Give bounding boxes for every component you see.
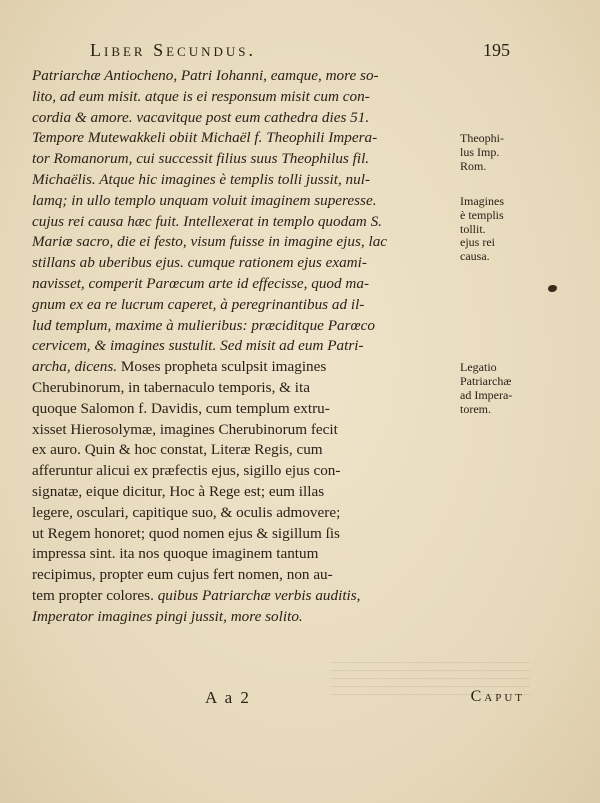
italic-run: archa, dicens. [32,358,118,376]
italic-run: quibus Patriarchæ verbis auditis, [153,586,361,604]
margin-note-line: Imagines [460,193,504,208]
text-line: Imperator imagines pingi jussit, more solito. [32,607,303,625]
margin-note-line: Rom. [460,159,487,174]
page-number: 195 [483,40,510,60]
text-line: recipimus, propter eum cujus fert nomen, non au- [32,566,333,584]
margin-note-line: Legatio [460,360,497,375]
text-line: legere, osculari, capitique suo, & oculis admovere; [32,503,341,521]
text-line: stillans ab uberibus ejus. cumque rationem ejus exami- [32,254,367,272]
catchword: Caput [470,688,525,705]
margin-note-line: causa. [460,249,490,264]
margin-note-line: tollit. [460,221,486,236]
text-line: lud templum, maxime à mulieribus: præciditque Parœco [32,316,375,334]
text-line: ut Regem honoret; quod nomen ejus & sigillum ſis [32,524,340,542]
text-line: lamq; in ullo templo unquam voluit imaginem superesse. [32,191,377,209]
text-line [32,357,422,378]
body-text [32,66,513,628]
text-line: gnum ex ea re lucrum caperet, à peregrinantibus ad il- [32,295,365,313]
signature-mark: A a 2 [205,688,251,707]
margin-note-line: Patriarchæ [460,374,512,389]
text-line: signatæ, eique dicitur, Hoc à Rege est; eum illas [32,482,325,500]
text-line: quoque Salomon f. Davidis, cum templum extru- [32,399,330,417]
text-line: lito, ad eum misit. atque is ei responsum misit cum con- [32,87,370,105]
page-footer [205,688,525,710]
running-head-title: Liber Secundus. [90,40,257,60]
text-line: Cherubinorum, in tabernaculo temporis, & ita [32,378,310,396]
running-head [90,40,510,64]
margin-note [460,235,555,263]
margin-note-line: torem. [460,402,491,417]
margin-note-line: ejus rei [460,235,495,250]
roman-run: tem propter colores. [32,586,154,604]
text-line: Tempore Mutewakkeli obiit Michaël f. Theophili Impera- [32,129,378,147]
text-line: ex auro. Quin & hoc constat, Literæ Regis, cum [32,441,323,459]
margin-note [460,131,555,173]
margin-note [460,360,555,416]
margin-note-line: è templis [460,207,504,222]
text-line: navisset, comperit Parœcum arte id effecisse, quod ma- [32,274,370,292]
text-line: impressa sint. ita nos quoque imaginem tantum [32,545,319,563]
margin-note-line: lus Imp. [460,145,500,160]
text-line: xisset Hierosolymæ, imagines Cherubinorum fecit [32,420,338,438]
ink-spot [548,285,557,292]
text-line: Patriarchæ Antiocheno, Patri Iohanni, eamque, more so- [32,67,379,84]
text-line: afferuntur alicui ex præfectis ejus, sigillo ejus con- [32,462,341,480]
margin-note [460,194,555,236]
text-line: cordia & amore. vacavitque post eum cathedra dies 51. [32,108,370,126]
text-line: Michaëlis. Atque hic imagines è templis tolli jussit, nul- [32,170,371,188]
text-line: Mariæ sacro, die ei festo, visum fuisse in imagine ejus, lac [32,233,388,251]
text-line: cervicem, & imagines sustulit. Sed misit ad eum Patri- [32,337,364,355]
text-line: cujus rei causa hæc fuit. Intellexerat in templo quodam S. [32,212,382,230]
roman-run: Moses propheta sculpsit imagines [117,358,327,376]
margin-note-line: ad Impera- [460,388,513,403]
margin-note-line: Theophi- [460,131,504,146]
text-line [32,586,422,607]
text-line: tor Romanorum, cui successit filius suus Theophilus fil. [32,150,370,168]
